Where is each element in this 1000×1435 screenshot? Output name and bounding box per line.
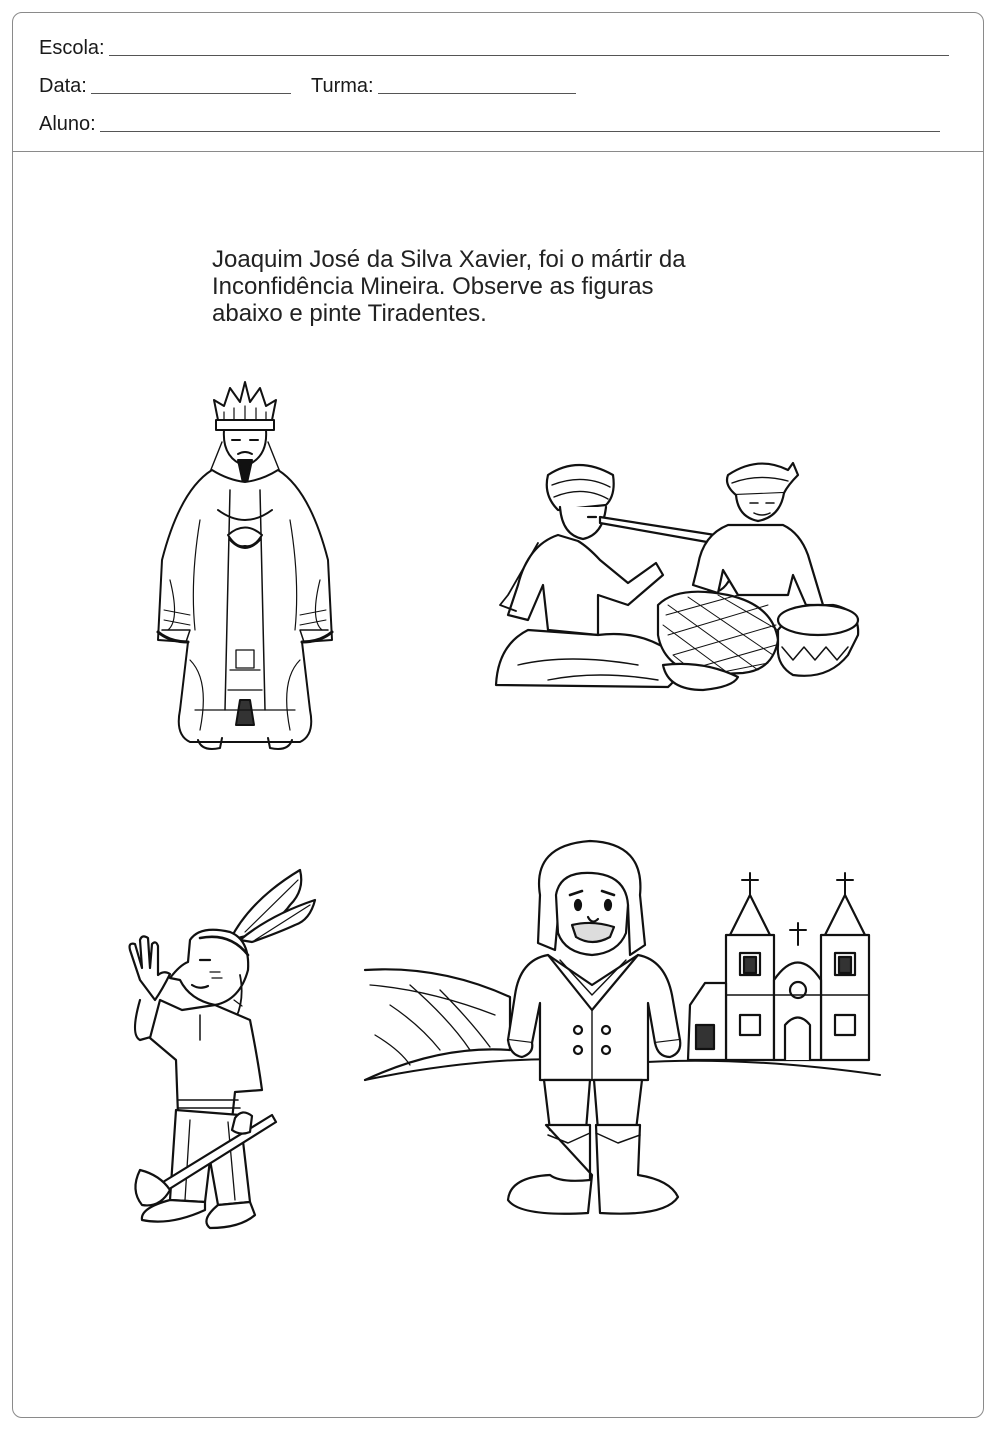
date-label: Data: bbox=[39, 75, 87, 97]
class-label: Turma: bbox=[311, 75, 374, 97]
school-label: Escola: bbox=[39, 37, 105, 59]
tiradentes-with-church-drawing[interactable] bbox=[360, 835, 885, 1225]
church-icon bbox=[688, 873, 869, 1060]
student-field bbox=[39, 113, 940, 136]
student-input-line[interactable] bbox=[100, 130, 940, 132]
indigenous-man-drawing[interactable] bbox=[100, 860, 325, 1235]
instruction-line-3: abaixo e pinte Tiradentes. bbox=[212, 300, 487, 327]
date-field bbox=[39, 75, 291, 98]
instruction-text bbox=[212, 246, 832, 327]
student-label: Aluno: bbox=[39, 113, 96, 135]
school-field bbox=[39, 37, 949, 60]
snake-charmers-drawing[interactable] bbox=[488, 455, 863, 695]
instruction-line-1: Joaquim José da Silva Xavier, foi o mártir da bbox=[212, 246, 686, 273]
class-input-line[interactable] bbox=[378, 92, 576, 94]
header-form bbox=[13, 13, 983, 152]
date-input-line[interactable] bbox=[91, 92, 291, 94]
instruction-line-2: Inconfidência Mineira. Observe as figuras bbox=[212, 273, 654, 300]
school-input-line[interactable] bbox=[109, 54, 949, 56]
class-field bbox=[311, 75, 576, 98]
chinese-emperor-drawing[interactable] bbox=[150, 380, 340, 755]
